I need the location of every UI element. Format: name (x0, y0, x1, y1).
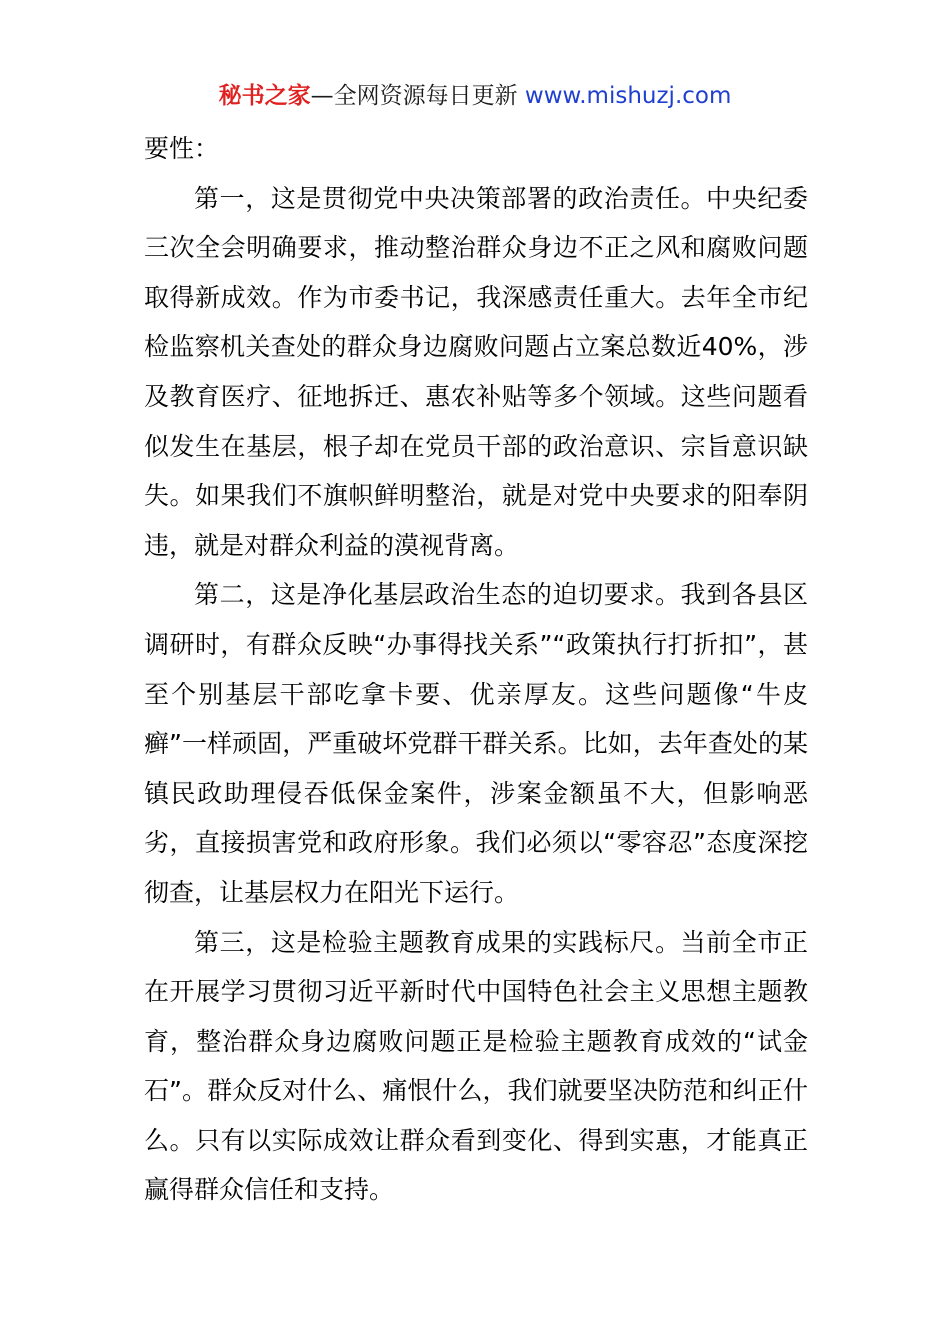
lead-text: 要性： (144, 134, 220, 163)
site-tagline: —全网资源每日更新 (310, 83, 518, 109)
paragraph-second: 第二，这是净化基层政治生态的迫切要求。我到各县区调研时，有群众反映“办事得找关系”“政策执行打折扣”，甚至个别基层干部吃拿卡要、优亲厚友。这些问题像“牛皮癣”一样顽固，严重破坏党群干群关系。比如，去年查处的某镇民政助理侵吞低保金案件，涉案金额虽不大，但影响恶劣，直接损害党和政府形象。我们必须以“零容忍”态度深挖彻查，让基层权力在阳光下运行。 (144, 580, 808, 907)
site-name: 秘书之家 (218, 83, 311, 109)
paragraph-first: 第一，这是贯彻党中央决策部署的政治责任。中央纪委三次全会明确要求，推动整治群众身边不正之风和腐败问题取得新成效。作为市委书记，我深感责任重大。去年全市纪检监察机关查处的群众身边腐败问题占立案总数近40%，涉及教育医疗、征地拆迁、惠农补贴等多个领域。这些问题看似发生在基层，根子却在党员干部的政治意识、宗旨意识缺失。如果我们不旗帜鲜明整治，就是对党中央要求的阳奉阴违，就是对群众利益的漠视背离。 (144, 183, 808, 560)
site-header (0, 80, 950, 112)
site-url-link[interactable]: www.mishuzj.com (524, 83, 732, 109)
document-body (144, 124, 808, 1215)
paragraph-third: 第三，这是检验主题教育成果的实践标尺。当前全市正在开展学习贯彻习近平新时代中国特色社会主义思想主题教育，整治群众身边腐败问题正是检验主题教育成效的“试金石”。群众反对什么、痛恨什么，我们就要坚决防范和纠正什么。只有以实际成效让群众看到变化、得到实惠，才能真正赢得群众信任和支持。 (144, 927, 808, 1205)
